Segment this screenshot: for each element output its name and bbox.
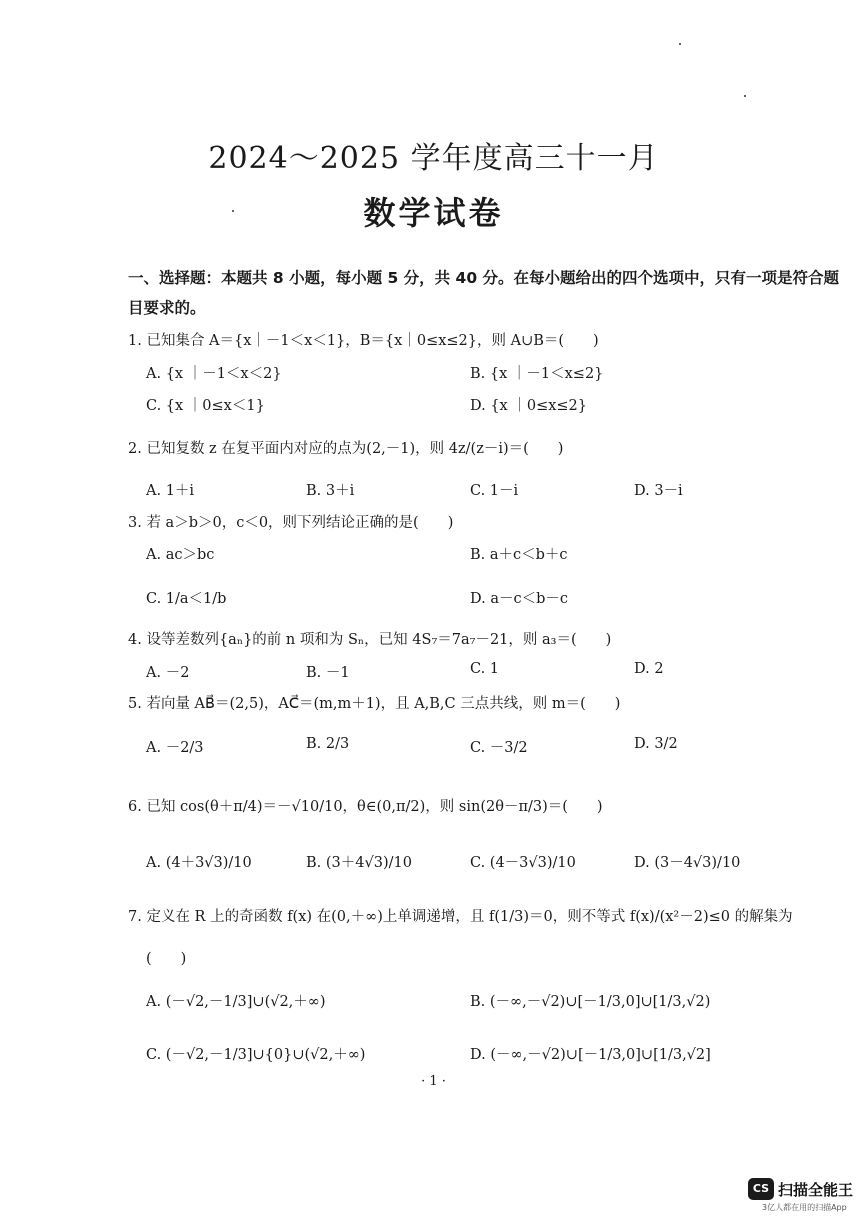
question-5-option-b: B. 2/3	[306, 736, 350, 752]
exam-subtitle: 数学试卷	[363, 194, 504, 232]
question-7-option-c: C. (－√2,－1/3]∪{0}∪(√2,＋∞)	[146, 1047, 366, 1063]
question-7-stem: 7. 定义在 R 上的奇函数 f(x) 在(0,＋∞)上单调递增，且 f(1/3)＝0，则不等式 f(x)/(x²－2)≤0 的解集为	[128, 909, 793, 925]
question-6-option-a: A. (4＋3√3)/10	[146, 855, 252, 871]
question-3-option-d: D. a－c＜b－c	[470, 591, 568, 607]
question-4-option-d: D. 2	[634, 661, 664, 677]
question-2-option-a: A. 1＋i	[146, 483, 195, 499]
question-5-option-d: D. 3/2	[634, 736, 678, 752]
question-5-option-c: C. －3/2	[470, 740, 528, 756]
question-3-stem: 3. 若 a＞b＞0，c＜0，则下列结论正确的是( )	[128, 515, 454, 531]
exam-title: 2024～2025 学年度高三十一月	[208, 141, 659, 176]
question-1-option-a: A. {x ｜－1＜x＜2}	[146, 366, 282, 382]
section-instruction-line1: 一、选择题：本题共 8 小题，每小题 5 分，共 40 分。在每小题给出的四个选项中，只有一项是符合题	[128, 269, 840, 287]
question-1-option-b: B. {x ｜－1＜x≤2}	[470, 366, 604, 382]
question-5-stem: 5. 若向量 AB⃗＝(2,5)，AC⃗＝(m,m＋1)，且 A,B,C 三点共线，则 m＝( )	[128, 696, 621, 712]
question-4-option-a: A. －2	[146, 665, 190, 681]
question-2-stem: 2. 已知复数 z 在复平面内对应的点为(2,－1)，则 4z/(z－i)＝( )	[128, 441, 564, 457]
scan-speck	[679, 43, 681, 45]
question-7-answer-blank: ( )	[146, 951, 187, 967]
question-1-option-d: D. {x ｜0≤x≤2}	[470, 398, 587, 414]
question-7-option-b: B. (－∞,－√2)∪[－1/3,0]∪[1/3,√2)	[470, 994, 711, 1010]
watermark-app-name: 扫描全能王	[778, 1181, 854, 1199]
question-5-option-a: A. －2/3	[146, 740, 204, 756]
question-6-option-b: B. (3＋4√3)/10	[306, 855, 412, 871]
question-3-option-a: A. ac＞bc	[146, 547, 215, 563]
question-6-option-d: D. (3－4√3)/10	[634, 855, 741, 871]
question-4-stem: 4. 设等差数列{aₙ}的前 n 项和为 Sₙ，已知 4S₇＝7a₇－21，则 a₃＝( )	[128, 632, 612, 648]
question-4-option-b: B. －1	[306, 665, 350, 681]
question-6-option-c: C. (4－3√3)/10	[470, 855, 576, 871]
question-1-stem: 1. 已知集合 A＝{x｜－1＜x＜1}，B＝{x｜0≤x≤2}，则 A∪B＝( )	[128, 333, 599, 349]
question-6-stem: 6. 已知 cos(θ＋π/4)＝－√10/10，θ∈(0,π/2)，则 sin(2θ－π/3)＝( )	[128, 799, 603, 815]
question-2-option-c: C. 1－i	[470, 483, 519, 499]
question-7-option-a: A. (－√2,－1/3]∪(√2,＋∞)	[146, 994, 326, 1010]
question-4-option-c: C. 1	[470, 661, 500, 677]
question-3-option-b: B. a＋c＜b＋c	[470, 547, 568, 563]
page-number: · 1 ·	[421, 1074, 446, 1089]
camscanner-logo-icon: CS	[748, 1178, 774, 1200]
question-3-option-c: C. 1/a＜1/b	[146, 591, 227, 607]
question-7-option-d: D. (－∞,－√2)∪[－1/3,0]∪[1/3,√2]	[470, 1047, 711, 1063]
question-2-option-b: B. 3＋i	[306, 483, 355, 499]
question-2-option-d: D. 3－i	[634, 483, 683, 499]
scan-speck	[744, 95, 746, 97]
question-1-option-c: C. {x ｜0≤x＜1}	[146, 398, 265, 414]
section-instruction-line2: 目要求的。	[128, 299, 206, 317]
watermark-tagline: 3亿人都在用的扫描App	[762, 1203, 847, 1212]
